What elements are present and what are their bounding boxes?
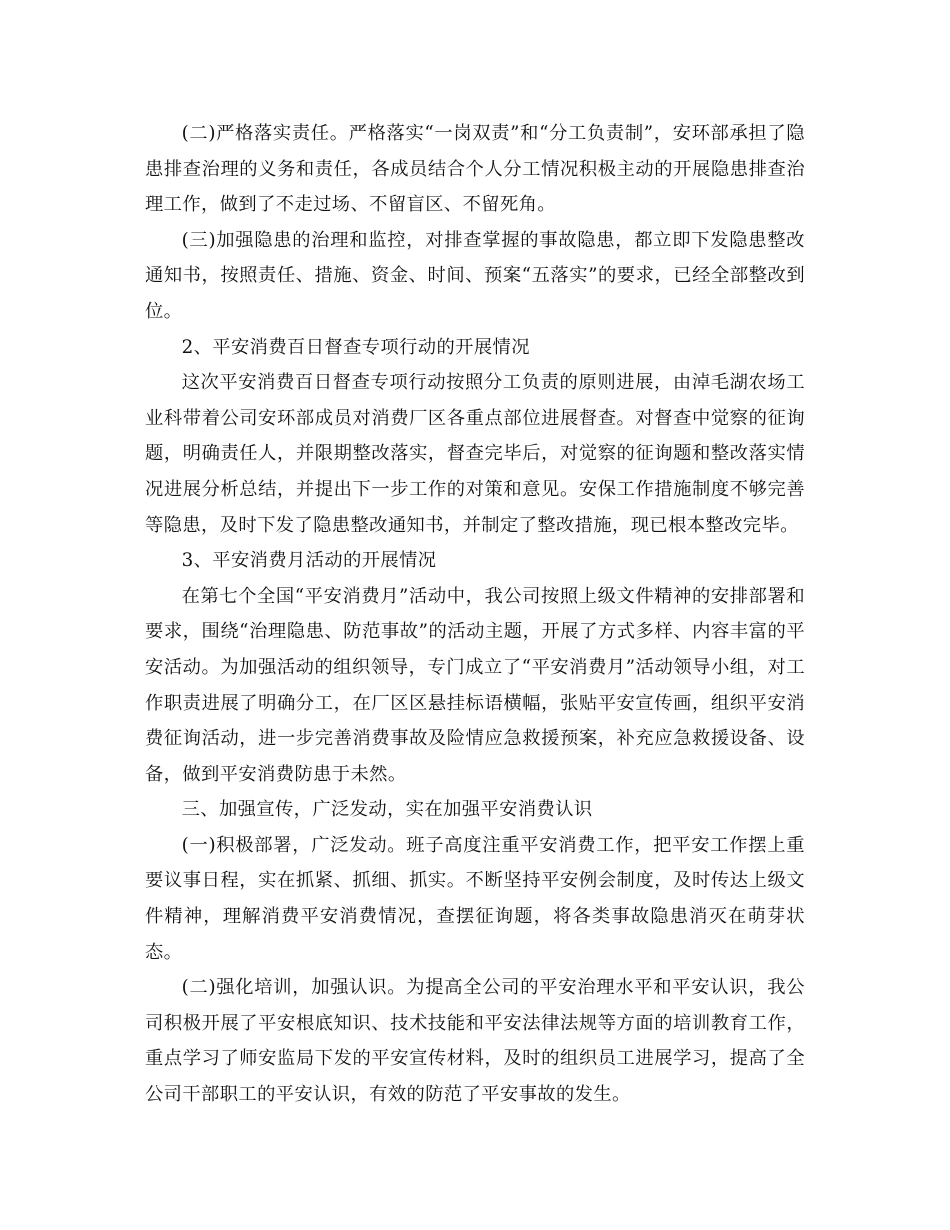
- paragraph-responsibility: (二)严格落实责任。严格落实“一岗双责”和“分工负责制”，安环部承担了隐患排查治理的义务和责任，各成员结合个人分工情况积极主动的开展隐患排查治理工作，做到了不走过场、不留盲区、不留死角。: [145, 123, 805, 216]
- paragraph-inspection: 这次平安消费百日督查专项行动按照分工负责的原则进展，由淖毛湖农场工业科带着公司安环部成员对消费厂区各重点部位进展督查。对督查中觉察的征询题，明确责任人，并限期整改落实，督查完毕后，对觉察的征询题和整改落实情况进展分析总结，并提出下一步工作的对策和意见。安保工作措施制度不够完善等隐患，及时下发了隐患整改通知书，并制定了整改措施，现已根本整改完毕。: [145, 372, 805, 536]
- section-heading-safety-month: 3、平安消费月活动的开展情况: [181, 550, 437, 572]
- document-body: [145, 116, 805, 1113]
- paragraph-deployment: (一)积极部署，广泛发动。班子高度注重平安消费工作，把平安工作摆上重要议事日程，实在抓紧、抓细、抓实。不断坚持平安例会制度，及时传达上级文件精神，理解消费平安消费情况，查摆征询题，将各类事故隐患消灭在萌芽状态。: [145, 834, 805, 963]
- paragraph-hazard-control: (三)加强隐患的治理和监控，对排查掌握的事故隐患，都立即下发隐患整改通知书，按照责任、措施、资金、时间、预案“五落实”的要求，已经全部整改到位。: [145, 229, 805, 322]
- paragraph-training: (二)强化培训，加强认识。为提高全公司的平安治理水平和平安认识，我公司积极开展了平安根底知识、技术技能和平安法律法规等方面的培训教育工作，重点学习了师安监局下发的平安宣传材料，及时的组织员工进展学习，提高了全公司干部职工的平安认识，有效的防范了平安事故的发生。: [145, 977, 805, 1106]
- section-heading-publicity: 三、加强宣传，广泛发动，实在加强平安消费认识: [181, 799, 593, 821]
- section-heading-inspection: 2、平安消费百日督查专项行动的开展情况: [181, 336, 530, 358]
- paragraph-safety-month: 在第七个全国“平安消费月”活动中，我公司按照上级文件精神的安排部署和要求，围绕“治理隐患、防范事故”的活动主题，开展了方式多样、内容丰富的平安活动。为加强活动的组织领导，专门成立了“平安消费月”活动领导小组，对工作职责进展了明确分工，在厂区区悬挂标语横幅，张贴平安宣传画，组织平安消费征询活动，进一步完善消费事故及险情应急救援预案，补充应急救援设备、设备，做到平安消费防患于未然。: [145, 585, 805, 785]
